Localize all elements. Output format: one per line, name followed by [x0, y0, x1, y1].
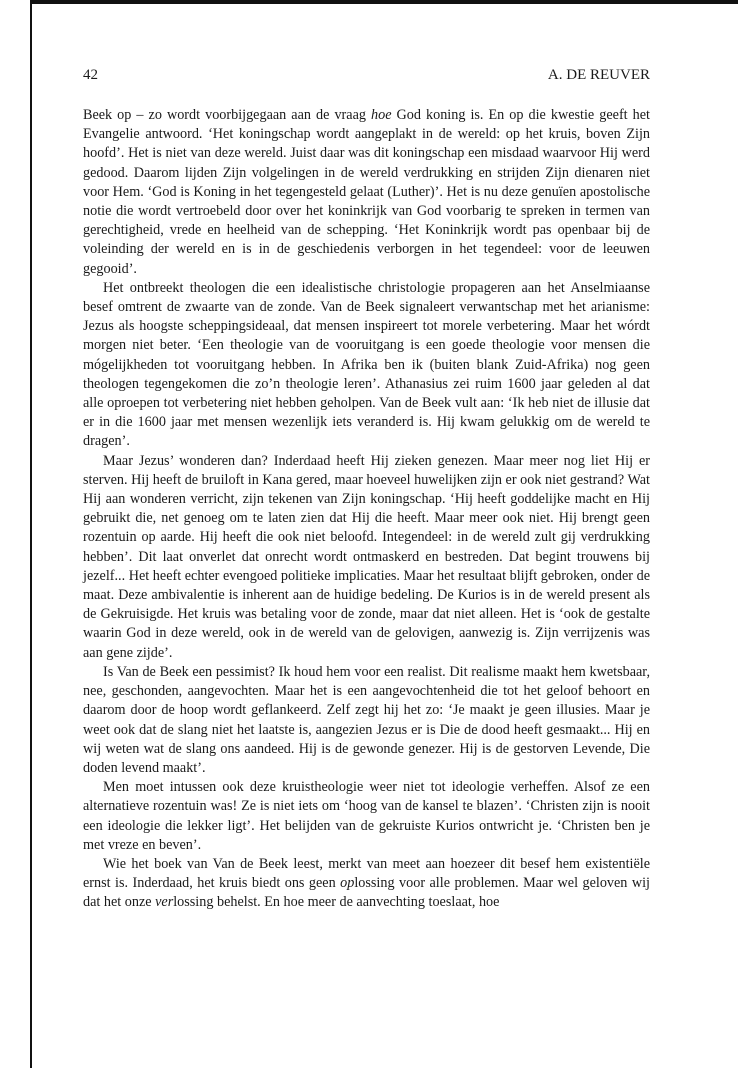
text-run: lossing behelst. En hoe meer de aanvechting toeslaat, hoe — [173, 894, 500, 911]
page-left-edge — [30, 0, 32, 1068]
text-run: God koning is. En op die kwestie geeft het Evangelie antwoord. ‘Het koningschap wordt aangeplakt in de wereld: op het kruis, boven Zijn hoofd’. Het is niet van deze wereld. Juist daar was dit koningschap een misdaad waarvoor Hij werd gedood. Daarom lijden Zijn volgelingen in de wereld verdrukking en strijden Zijn dienaren niet voor Hem. ‘God is Koning in het tegengesteld gelaat (Luther)’. Het is nu deze genuïen apostolische notie die wordt vertroebeld door over het koninkrijk van God voorbarig te spreken in termen van gerechtigheid, vrede en heelheid van de schepping. ‘Het Koninkrijk wordt pas openbaar bij de voleinding der wereld en is in de geschiedenis verborgen in het tegendeel: voor de leeuwen gegooid’. — [83, 107, 650, 277]
text-run: Het ontbreekt theologen die een idealistische christologie propageren aan het Anselmiaanse besef omtrent de zwaarte van de zonde. Van de Beek signaleert verwantschap met het arianisme: Jezus als hoogste scheppingsideaal, dat mensen inspireert tot morele verbetering. Maar het wórdt morgen niet beter. ‘Een theologie van de vooruitgang is een goede theologie voor mensen die mógelijkheden tot vooruitgang hebben. In Afrika ben ik (buiten blank Zuid-Afrika) nog geen theologen tegengekomen die zo’n theologie leren’. Athanasius zei ruim 1600 jaar geleden al dat alle oproepen tot verbetering niet hebben geholpen. Van de Beek vult aan: ‘Ik heb niet de illusie dat er in die 1600 jaar met mensen wezenlijk iets veranderd is. Hij kwam gelukkig om de wereld te dragen’. — [83, 279, 650, 450]
paragraph — [83, 663, 650, 778]
italic-text: hoe — [371, 107, 392, 123]
italic-text: ver — [155, 894, 174, 911]
page-header — [83, 66, 650, 106]
paragraph — [83, 855, 650, 913]
paragraph — [83, 279, 650, 452]
text-run: Is Van de Beek een pessimist? Ik houd hem voor een realist. Dit realisme maakt hem kwetsbaar, nee, geschonden, aangevochten. Maar het is een aangevochtenheid die tot het geloof behoort en daarom door de hoop wordt geflankeerd. Zelf zegt hij het zo: ‘Je maakt je geen illusies. Maar je weet ook dat de slang niet het laatste is, aangezien Jezus er is Die de dood heeft gesmaakt... Hij en wij weten wat de slang ons aandeed. Hij is de gewonde genezer. Hij is de gestorven Levende, Die doden levend maakt’. — [83, 663, 650, 776]
body-text — [83, 106, 650, 913]
paragraph — [83, 106, 650, 279]
text-run: Men moet intussen ook deze kruistheologie weer niet tot ideologie verheffen. Alsof ze een alternatieve rozentuin was! Ze is niet iets om ‘hoog van de kansel te blazen’. ‘Christen zijn is nooit een ideologie die lekker ligt’. Het belijden van de gekruiste Kurios ontwricht je. ‘Christen ben je met vreze en beven’. — [83, 779, 650, 853]
italic-text: op — [340, 875, 355, 892]
page-number: 42 — [83, 67, 98, 83]
paragraph — [83, 452, 650, 663]
book-page — [83, 66, 650, 913]
text-run: Beek op – zo wordt voorbijgegaan aan de vraag — [83, 107, 371, 123]
text-run: lossing voor alle problemen. Maar wel geloven wij dat het onze — [83, 875, 651, 911]
page-top-edge — [30, 0, 738, 4]
running-head: A. DE REUVER — [547, 67, 650, 83]
text-run: Wie het boek van Van de Beek leest, merkt van meet aan hoezeer dit besef hem existentiële ernst is. Inderdaad, het kruis biedt ons geen — [83, 855, 650, 892]
text-run: Maar Jezus’ wonderen dan? Inderdaad heeft Hij zieken genezen. Maar meer nog liet Hij er sterven. Hij heeft de bruiloft in Kana gered, maar hoeveel huwelijken zijn er ook niet gestrand? Wat Hij aan wonderen verricht, zijn tekenen van Zijn koningschap. ‘Hij heeft goddelijke macht en Hij gebruikt die, net genoeg om te laten zien dat Hij die heeft. Maar meer ook niet. Hij brengt geen rozentuin op aarde. Hij heeft die ook niet beloofd. Integendeel: in de wereld zult gij verdrukking hebben’. Dit laat onverlet dat onrecht wordt ontmaskerd en bestreden. Dat begint trouwens bij jezelf... Het heeft echter evengoed politieke implicaties. Maar het resultaat blijft gebroken, onder de maat. Deze ambivalentie is inherent aan de huidige bedeling. De Kurios is in de wereld present als de Gekruisigde. Het kruis was betaling voor de zonde, maar dat niet alleen. Het is ‘ook de gestalte waarin God in deze wereld, ook in de wereld van de gelovigen, aanwezig is. Zijn verrijzenis was aan gene zijde’. — [83, 452, 650, 661]
paragraph — [83, 778, 650, 855]
